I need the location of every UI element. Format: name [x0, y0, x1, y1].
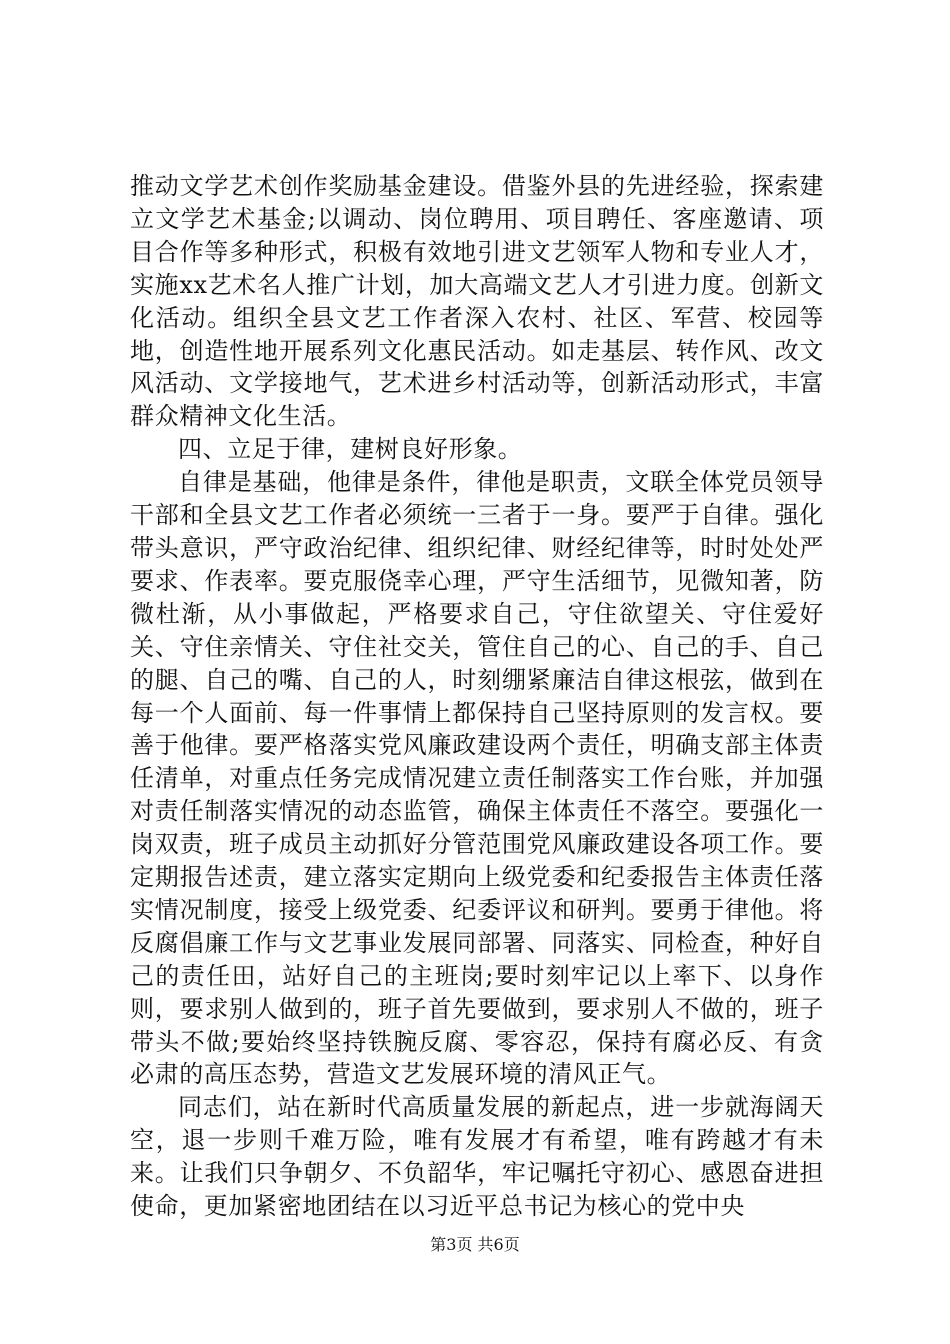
paragraph-continuation: 推动文学艺术创作奖励基金建设。借鉴外县的先进经验，探索建立文学艺术基金;以调动、岗位聘用、项目聘任、客座邀请、项目合作等多种形式，积极有效地引进文艺领军人物和专业人才，实施xx艺术名人推广计划，加大高端文艺人才引进力度。创新文化活动。组织全县文艺工作者深入农村、社区、军营、校园等地，创造性地开展系列文化惠民活动。如走基层、转作风、改文风活动、文学接地气，艺术进乡村活动等，创新活动形式，丰富群众精神文化生活。 [130, 172, 824, 431]
section-heading: 四、立足于律，建树良好形象。 [178, 435, 523, 464]
paragraph-closing: 同志们，站在新时代高质量发展的新起点，进一步就海阔天空，退一步则千难万险，唯有发展才有希望，唯有跨越才有未来。让我们只争朝夕、不负韶华，牢记嘱托守初心、感恩奋进担使命，更加紧密地团结在以习近平总书记为核心的党中央 [130, 1093, 824, 1221]
paragraph-self-discipline: 自律是基础，他律是条件，律他是职责，文联全体党员领导干部和全县文艺工作者必须统一三者于一身。要严于自律。强化带头意识，严守政治纪律、组织纪律、财经纪律等，时时处处严要求、作表率。要克服侥幸心理，严守生活细节，见微知著，防微杜渐，从小事做起，严格要求自己，守住欲望关、守住爱好关、守住亲情关、守住社交关，管住自己的心、自己的手、自己的腿、自己的嘴、自己的人，时刻绷紧廉洁自律这根弦，做到在每一个人面前、每一件事情上都保持自己坚持原则的发言权。要善于他律。要严格落实党风廉政建设两个责任，明确支部主体责任清单，对重点任务完成情况建立责任制落实工作台账，并加强对责任制落实情况的动态监管，确保主体责任不落空。要强化一岗双责，班子成员主动抓好分管范围党风廉政建设各项工作。要定期报告述责，建立落实定期向上级党委和纪委报告主体责任落实情况制度，接受上级党委、纪委评议和研判。要勇于律他。将反腐倡廉工作与文艺事业发展同部署、同落实、同检查，种好自己的责任田，站好自己的主班岗;要时刻牢记以上率下、以身作则，要求别人做到的，班子首先要做到，要求别人不做的，班子带头不做;要始终坚持铁腕反腐、零容忍，保持有腐必反、有贪必肃的高压态势，营造文艺发展环境的清风正气。 [130, 468, 824, 1089]
page-number-footer: 第3页 共6页 [430, 1235, 520, 1254]
body-text [130, 170, 824, 1223]
